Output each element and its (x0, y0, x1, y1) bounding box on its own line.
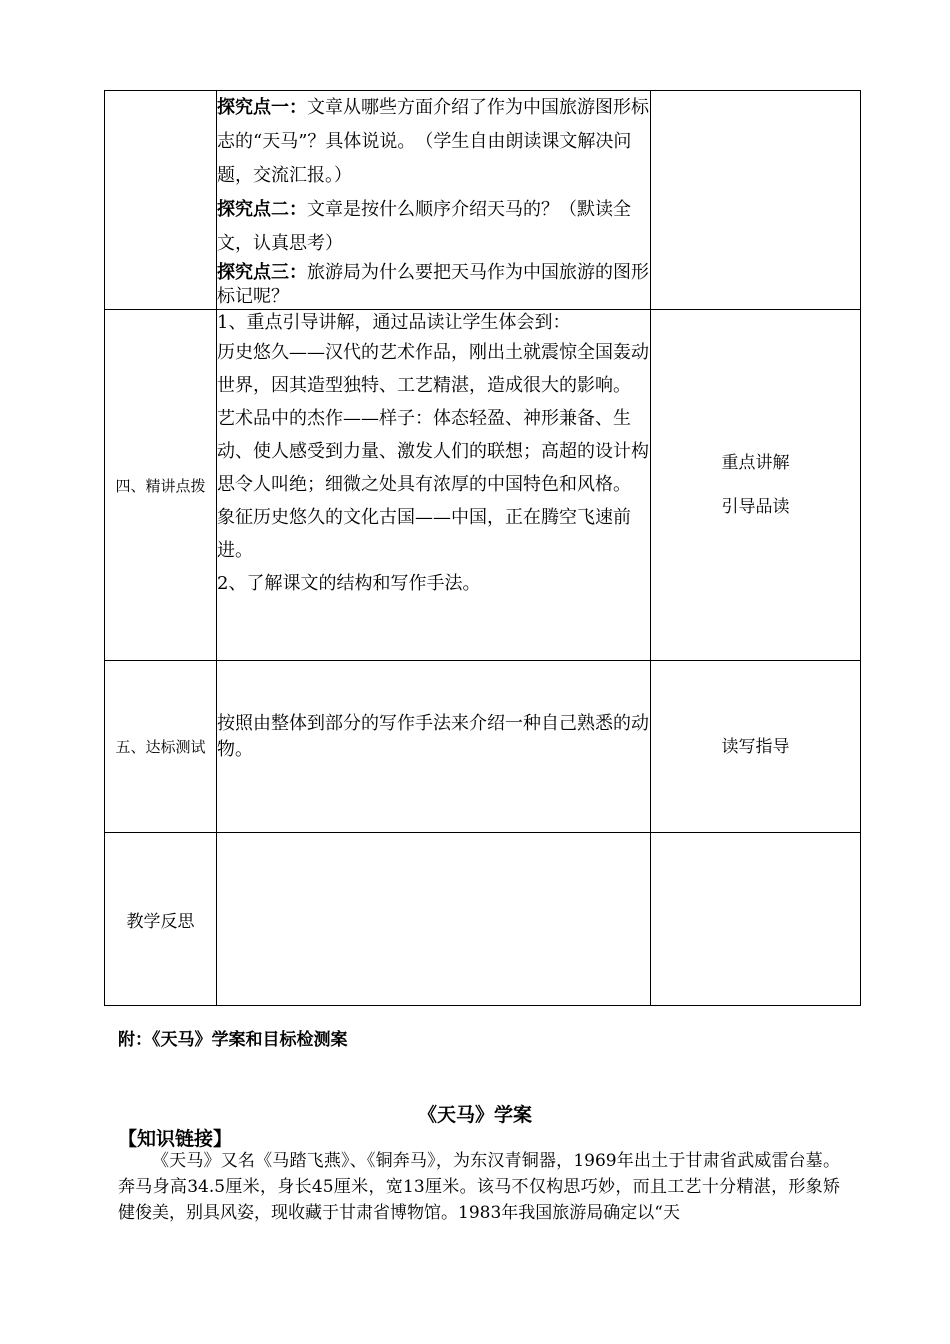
appendix-heading: 附：《天马》学案和目标检测案 (118, 1030, 348, 1050)
explore-point-3-text: 旅游局为什么要把天马作为中国旅游的图形标记呢？ (217, 262, 649, 307)
explore-note-cell (651, 91, 861, 310)
knowledge-link-heading: 【知识链接】 (118, 1128, 233, 1150)
test-text: 按照由整体到部分的写作手法来介绍一种自己熟悉的动物。 (217, 713, 649, 760)
lecture-content-cell (217, 310, 651, 661)
reflect-content-cell (217, 833, 651, 1006)
lecture-label: 四、精讲点拨 (105, 310, 217, 661)
explore-point-1-text: 文章从哪些方面介绍了作为中国旅游图形标志的“天马”？具体说说。 （学生自由朗读课文解决问题，交流汇报。） (217, 97, 649, 186)
reflect-label: 教学反思 (105, 833, 217, 1006)
lecture-line-1: 1、重点引导讲解，通过品读让学生体会到： (217, 312, 571, 333)
explore-point-2-text: 文章是按什么顺序介绍天马的？（默读全文，认真思考） (217, 199, 631, 254)
lecture-line-3: 艺术品中的杰作——样子：体态轻盈、神形兼备、生动、使人感受到力量、激发人们的联想；高超的设计构思令人叫绝；细微之处具有浓厚的中国特色和风格。 (217, 408, 649, 495)
lecture-line-2: 历史悠久——汉代的艺术作品，刚出土就震惊全国轰动世界，因其造型独特、工艺精湛，造成很大的影响。 (217, 342, 649, 396)
lecture-note-cell (651, 310, 861, 661)
explore-point-1 (217, 91, 650, 193)
reflect-note-cell (651, 833, 861, 1006)
explore-point-3 (217, 261, 650, 309)
lecture-line-4: 象征历史悠久的文化古国——中国，正在腾空飞速前进。 (217, 507, 631, 561)
explore-content-cell (217, 91, 651, 310)
lesson-plan-table (104, 90, 861, 1006)
explore-point-2-head: 探究点二： (217, 199, 307, 220)
lecture-note-2: 引导品读 (721, 497, 790, 517)
explore-point-2 (217, 193, 650, 261)
knowledge-link-text: 《天马》又名《马踏飞燕》、《铜奔马》，为东汉青铜器，1969年出土于甘肃省武威雷台墓。奔马身高34.5厘米，身长45厘米，宽13厘米。该马不仅构思巧妙，而且工艺十分精湛，形象矫健俊美，别具风姿，现收藏于甘肃省博物馆。1983年我国旅游局确定以“天 (118, 1151, 840, 1223)
reflect-row (105, 833, 861, 1006)
lecture-line-5: 2、了解课文的结构和写作手法。 (217, 573, 481, 594)
test-content-cell (217, 661, 651, 833)
test-row (105, 661, 861, 833)
test-label: 五、达标测试 (105, 661, 217, 833)
test-note: 读写指导 (651, 661, 861, 833)
explore-point-3-head: 探究点三： (217, 262, 307, 283)
explore-row (105, 91, 861, 310)
plan-title: 《天马》学案 (417, 1104, 532, 1126)
explore-point-1-head: 探究点一： (217, 97, 307, 118)
lecture-row (105, 310, 861, 661)
lecture-note-1: 重点讲解 (721, 453, 790, 473)
explore-label-cell (105, 91, 217, 310)
